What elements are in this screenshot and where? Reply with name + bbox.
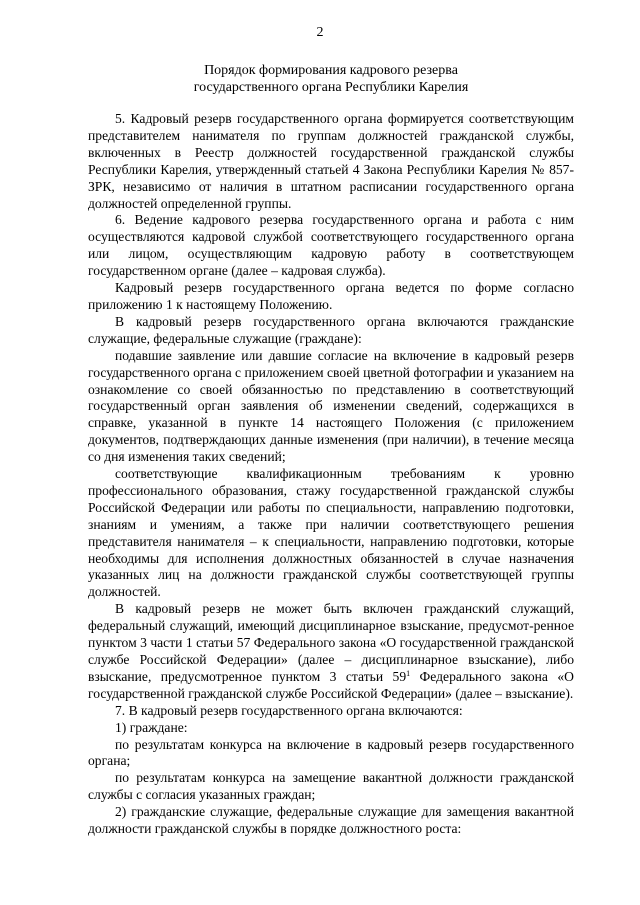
paragraph-exclusion [88, 601, 574, 702]
paragraph-7-2: 2) гражданские служащие, федеральные служащие для замещения вакантной должности гражданской службы в порядке должностного роста: [88, 804, 574, 837]
paragraph-included: В кадровый резерв государственного органа включаются гражданские служащие, федеральные служащие (граждане): [88, 313, 574, 346]
paragraph-5: 5. Кадровый резерв государственного органа формируется соответствующим представителем нанимателя по группам должностей гражданской службы, включенных в Реестр должностей государственной гражданской службы Республики Карелия, утвержденный статьей 4 Закона Республики Карелия № 857-ЗРК, независимо от наличия в штатном расписании государственного органа должностей определенной группы. [88, 111, 574, 211]
paragraph-7: 7. В кадровый резерв государственного органа включаются: [115, 702, 463, 718]
exclusion-text-a: В кадровый резерв не может быть включен гражданский служащий, федеральный служащий, имеющий дисциплинарное взыскание, предусмот-ренное пунктом 3 части 1 статьи 57 Федерального закона «О государственной гражданской службе Российской Федерации» (далее – дисциплинарное взыскание), либо взыскание, предусмотренное пунктом 3 статьи 59 [88, 601, 574, 684]
paragraph-consent: подавшие заявление или давшие согласие на включение в кадровый резерв государственного органа с приложением своей цветной фотографии и указанием на ознакомление со своей обязанностью по представлению в соответствующий государственный орган заявления об изменении сведений, содержащихся в справке, указанной в пункте 14 настоящего Положения (с приложением документов, подтверждающих данные изменения (при наличии), в течение месяца со дня изменения таких сведений; [88, 347, 574, 465]
paragraph-qualification: соответствующие квалификационным требованиям к уровню профессионального образования, стажу государственной гражданской службы Российской Федерации или работы по специальности, направлению подготовки, знаниям и умениям, а также при наличии соответствующего решения представителя нанимателя – к специальности, направлению подготовки, которые необходимы для исполнения должностных обязанностей в случае назначения указанных лиц на должности гражданской службы соответствующей группы должностей. [88, 466, 574, 600]
title-line-2: государственного органа Республики Карелия [193, 79, 469, 95]
footnote-superscript: 1 [406, 668, 411, 678]
document-title [88, 63, 574, 96]
paragraph-competition-reserve: по результатам конкурса на включение в кадровый резерв государственного органа; [88, 736, 574, 769]
paragraph-competition-vacancy: по результатам конкурса на замещение вакантной должности гражданской службы с согласия указанных граждан; [88, 770, 574, 803]
title-line-1: Порядок формирования кадрового резерва [204, 63, 458, 78]
document-body [88, 111, 574, 838]
paragraph-7-1: 1) граждане: [115, 719, 188, 735]
paragraph-form: Кадровый резерв государственного органа ведется по форме согласно приложению 1 к настоящему Положению. [88, 280, 574, 312]
paragraph-6: 6. Ведение кадрового резерва государственного органа и работа с ним осуществляются кадровой службой соответствующего государственного органа или лицом, осуществляющим кадровую работу в соответствующем государственном органе (далее – кадровая служба). [88, 212, 574, 279]
exclusion-text-b: Федерального закона «О государственной гражданской службе Российской Федерации» (далее – взыскание). [88, 668, 574, 701]
page-number: 2 [316, 25, 324, 40]
